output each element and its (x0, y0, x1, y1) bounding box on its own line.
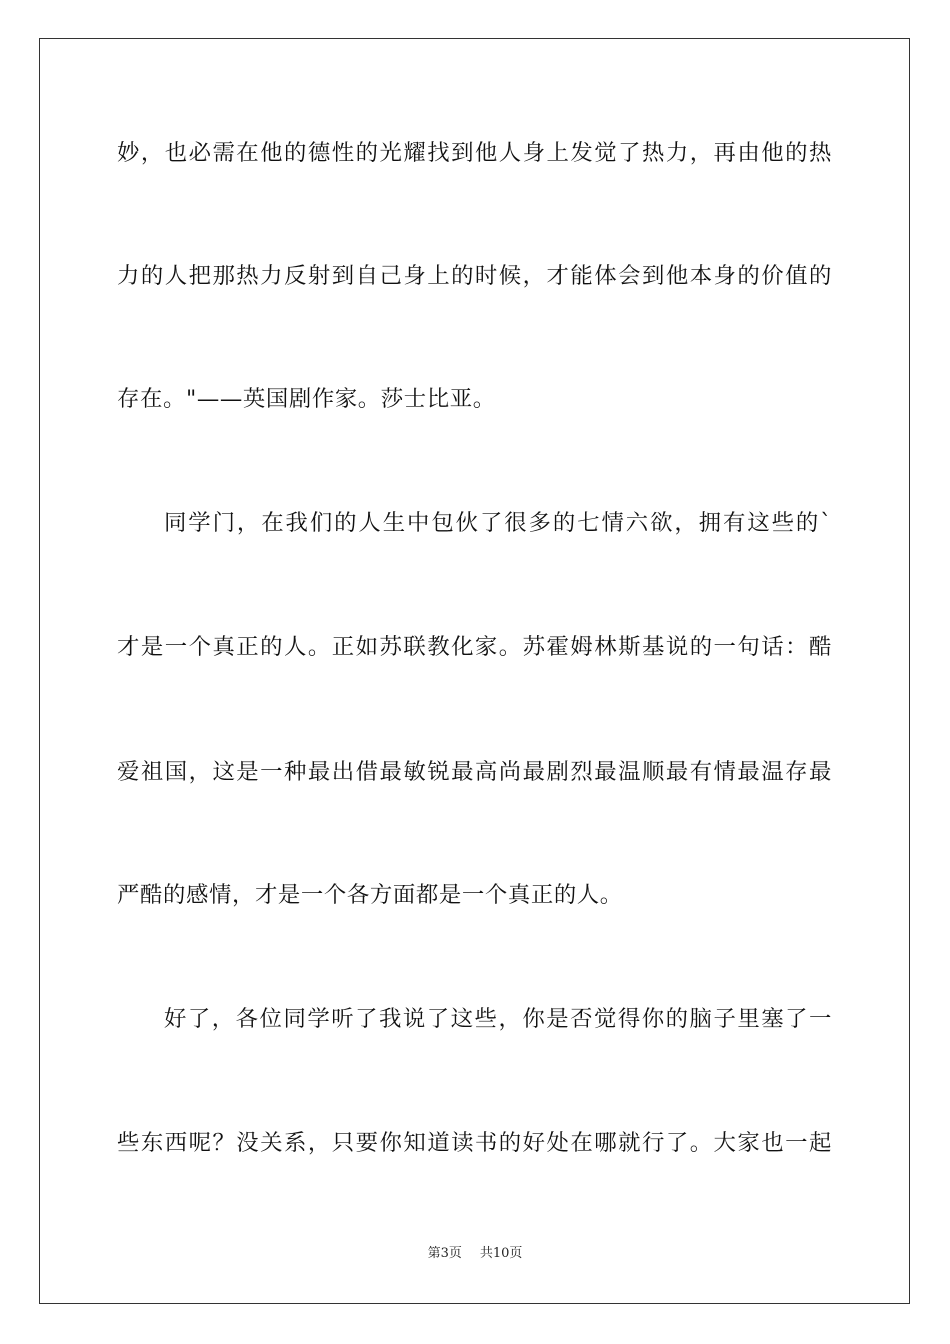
page-total: 共10页 (479, 1246, 523, 1261)
text-line: 存在。"——英国剧作家。莎士比亚。 (117, 386, 496, 412)
text-line: 些东西呢？没关系，只要你知道读书的好处在哪就行了。大家也一起 (117, 1130, 832, 1156)
paragraph-first-line: 好了，各位同学听了我说了这些，你是否觉得你的脑子里塞了一 (164, 1006, 832, 1032)
page-footer (0, 1245, 950, 1263)
paragraph-first-line: 同学门，在我们的人生中包伙了很多的七情六欲，拥有这些的` (164, 510, 832, 536)
page-border (39, 38, 910, 1304)
page-number: 第3页 (427, 1246, 462, 1261)
text-line: 才是一个真正的人。正如苏联教化家。苏霍姆林斯基说的一句话：酷 (117, 634, 832, 660)
text-line: 严酷的感情，才是一个各方面都是一个真正的人。 (117, 882, 623, 908)
text-line: 妙，也必需在他的德性的光耀找到他人身上发觉了热力，再由他的热 (117, 140, 832, 166)
text-line: 力的人把那热力反射到自己身上的时候，才能体会到他本身的价值的 (117, 263, 832, 289)
text-line: 爱祖国，这是一种最出借最敏锐最高尚最剧烈最温顺最有情最温存最 (117, 759, 832, 785)
